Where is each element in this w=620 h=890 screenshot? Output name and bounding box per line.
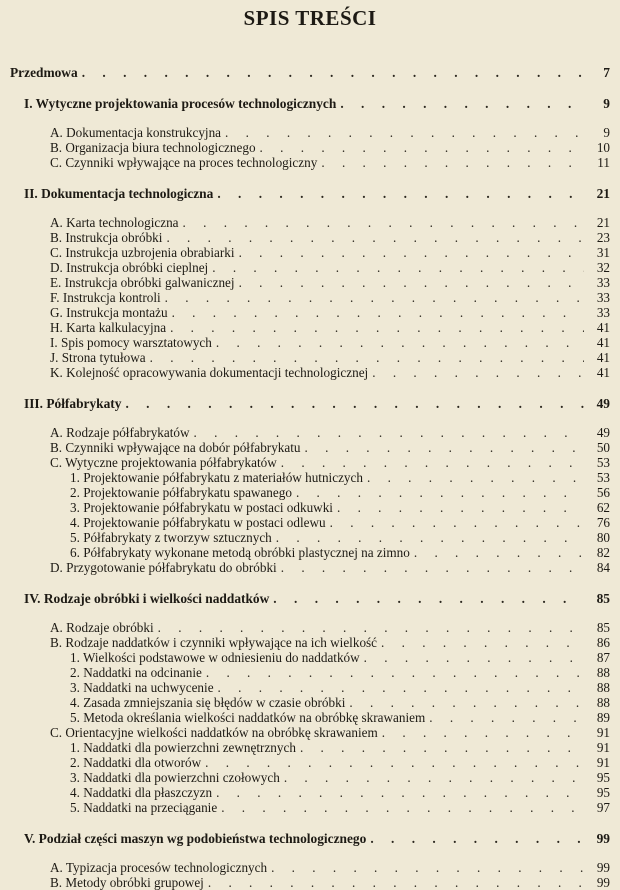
toc-entry-label: 3. Naddatki na uchwycenie bbox=[70, 680, 214, 695]
dot-leader bbox=[321, 155, 584, 170]
toc-entry-label: D. Przygotowanie półfabrykatu do obróbki bbox=[50, 560, 277, 575]
toc-entry-label: Przedmowa bbox=[10, 65, 78, 80]
toc-chapter bbox=[10, 831, 610, 846]
toc-entry bbox=[10, 740, 610, 755]
toc-entry bbox=[10, 245, 610, 260]
toc-entry bbox=[10, 710, 610, 725]
toc-entry-label: B. Rodzaje naddatków i czynniki wpływające na ich wielkość bbox=[50, 635, 378, 650]
dot-leader bbox=[330, 515, 584, 530]
dot-leader bbox=[367, 470, 584, 485]
toc-entry bbox=[10, 440, 610, 455]
toc-entry bbox=[10, 260, 610, 275]
toc-entry bbox=[10, 275, 610, 290]
toc-entry bbox=[10, 425, 610, 440]
dot-leader bbox=[125, 396, 584, 411]
toc-page-number: 99 bbox=[596, 831, 610, 846]
toc-entry-label: E. Instrukcja obróbki galwanicznej bbox=[50, 275, 235, 290]
dot-leader bbox=[300, 740, 584, 755]
toc-entry bbox=[10, 305, 610, 320]
toc-entry-label: B. Czynniki wpływające na dobór półfabrykatu bbox=[50, 440, 301, 455]
dot-leader bbox=[158, 620, 584, 635]
toc-page-number: 85 bbox=[596, 620, 610, 635]
toc-entry bbox=[10, 125, 610, 140]
dot-leader bbox=[370, 831, 584, 846]
toc-entry-label: C. Czynniki wpływające na proces technologiczny bbox=[50, 155, 318, 170]
toc-entry-label: III. Półfabrykaty bbox=[24, 396, 122, 411]
toc-entry-label: 4. Naddatki dla płaszczyzn bbox=[70, 785, 213, 800]
toc-entry bbox=[10, 530, 610, 545]
toc-entry bbox=[10, 365, 610, 380]
dot-leader bbox=[337, 500, 584, 515]
dot-leader bbox=[150, 350, 584, 365]
toc-entry bbox=[10, 635, 610, 650]
toc-page-number: 11 bbox=[597, 155, 610, 170]
toc-page-number: 91 bbox=[596, 740, 610, 755]
toc-entry bbox=[10, 800, 610, 815]
toc-entry-label: J. Strona tytułowa bbox=[50, 350, 146, 365]
toc-page-number: 62 bbox=[596, 500, 610, 515]
toc-page-number: 91 bbox=[596, 725, 610, 740]
dot-leader bbox=[429, 710, 584, 725]
toc-entry-label: G. Instrukcja montażu bbox=[50, 305, 168, 320]
toc-page-number: 88 bbox=[596, 665, 610, 680]
toc-entry-label: I. Wytyczne projektowania procesów technologicznych bbox=[24, 96, 337, 111]
toc-page-number: 50 bbox=[596, 440, 610, 455]
toc-entry-label: 1. Wielkości podstawowe w odniesieniu do naddatków bbox=[70, 650, 360, 665]
toc-page-number: 49 bbox=[596, 396, 610, 411]
toc-page-number: 88 bbox=[596, 680, 610, 695]
toc-page-number: 33 bbox=[596, 275, 610, 290]
toc-entry-label: C. Instrukcja uzbrojenia obrabiarki bbox=[50, 245, 235, 260]
toc-entry-label: A. Rodzaje obróbki bbox=[50, 620, 154, 635]
toc-page-number: 33 bbox=[596, 290, 610, 305]
toc-entry bbox=[10, 725, 610, 740]
toc-page-number: 23 bbox=[596, 230, 610, 245]
dot-leader bbox=[340, 96, 584, 111]
toc-page-number: 97 bbox=[596, 800, 610, 815]
page-title: SPIS TREŚCI bbox=[243, 6, 377, 30]
toc-entry-label: 3. Projektowanie półfabrykatu w postaci odkuwki bbox=[70, 500, 333, 515]
toc-entry-label: B. Instrukcja obróbki bbox=[50, 230, 163, 245]
toc-entry-label: C. Wytyczne projektowania półfabrykatów bbox=[50, 455, 277, 470]
toc-entry bbox=[10, 215, 610, 230]
toc-entry-label: F. Instrukcja kontroli bbox=[50, 290, 161, 305]
toc-page-number: 76 bbox=[596, 515, 610, 530]
dot-leader bbox=[381, 635, 584, 650]
toc-entry-label: 4. Zasada zmniejszania się błędów w czasie obróbki bbox=[70, 695, 346, 710]
dot-leader bbox=[305, 440, 585, 455]
toc-entry bbox=[10, 485, 610, 500]
toc-entry-label: 2. Naddatki na odcinanie bbox=[70, 665, 202, 680]
toc-entry-label: 3. Naddatki dla powierzchni czołowych bbox=[70, 770, 280, 785]
toc-entry-label: 5. Półfabrykaty z tworzyw sztucznych bbox=[70, 530, 272, 545]
dot-leader bbox=[239, 275, 584, 290]
toc-entry bbox=[10, 560, 610, 575]
toc-entry bbox=[10, 755, 610, 770]
toc-page-number: 53 bbox=[596, 455, 610, 470]
toc-page-number: 41 bbox=[596, 335, 610, 350]
toc-page-number: 91 bbox=[596, 755, 610, 770]
toc-page-number: 41 bbox=[596, 365, 610, 380]
toc-page-number: 41 bbox=[596, 350, 610, 365]
toc-entry bbox=[10, 470, 610, 485]
toc-entry-label: K. Kolejność opracowywania dokumentacji technologicznej bbox=[50, 365, 369, 380]
toc-entry-label: 6. Półfabrykaty wykonane metodą obróbki plastycznej na zimno bbox=[70, 545, 410, 560]
toc-page-number: 32 bbox=[596, 260, 610, 275]
dot-leader bbox=[372, 365, 584, 380]
dot-leader bbox=[349, 695, 584, 710]
toc-page-number: 31 bbox=[596, 245, 610, 260]
toc-entry bbox=[10, 290, 610, 305]
toc-page-number: 85 bbox=[596, 591, 610, 606]
toc-page-number: 99 bbox=[596, 875, 610, 890]
toc-entry bbox=[10, 155, 610, 170]
toc-entry-label: IV. Rodzaje obróbki i wielkości naddatków bbox=[24, 591, 270, 606]
toc-entry bbox=[10, 680, 610, 695]
toc-entry-label: 1. Projektowanie półfabrykatu z materiałów hutniczych bbox=[70, 470, 363, 485]
toc-entry bbox=[10, 545, 610, 560]
dot-leader bbox=[276, 530, 584, 545]
dot-leader bbox=[296, 485, 584, 500]
dot-leader bbox=[273, 591, 584, 606]
toc-page-number: 7 bbox=[603, 65, 610, 80]
toc-page-number: 86 bbox=[596, 635, 610, 650]
toc-page-number: 53 bbox=[596, 470, 610, 485]
toc-entry bbox=[10, 695, 610, 710]
dot-leader bbox=[364, 650, 584, 665]
dot-leader bbox=[208, 875, 584, 890]
toc-entry-label: A. Typizacja procesów technologicznych bbox=[50, 860, 268, 875]
toc-chapter bbox=[10, 65, 610, 80]
dot-leader bbox=[165, 290, 584, 305]
dot-leader bbox=[216, 785, 584, 800]
toc-entry-label: 2. Projektowanie półfabrykatu spawanego bbox=[70, 485, 292, 500]
toc-entry bbox=[10, 860, 610, 875]
dot-leader bbox=[172, 305, 584, 320]
dot-leader bbox=[205, 755, 584, 770]
dot-leader bbox=[170, 320, 584, 335]
toc-chapter bbox=[10, 591, 610, 606]
toc-entry bbox=[10, 455, 610, 470]
toc-page-number: 95 bbox=[596, 785, 610, 800]
dot-leader bbox=[281, 560, 584, 575]
toc-entry-label: 4. Projektowanie półfabrykatu w postaci odlewu bbox=[70, 515, 326, 530]
dot-leader bbox=[216, 335, 584, 350]
table-of-contents bbox=[10, 65, 610, 890]
toc-entry-label: B. Metody obróbki grupowej bbox=[50, 875, 204, 890]
toc-entry bbox=[10, 335, 610, 350]
toc-page-number: 33 bbox=[596, 305, 610, 320]
dot-leader bbox=[281, 455, 584, 470]
dot-leader bbox=[284, 770, 584, 785]
toc-page-number: 89 bbox=[596, 710, 610, 725]
dot-leader bbox=[260, 140, 584, 155]
toc-page-number: 49 bbox=[596, 425, 610, 440]
toc-page-number: 87 bbox=[596, 650, 610, 665]
dot-leader bbox=[166, 230, 584, 245]
toc-page-number: 9 bbox=[603, 96, 610, 111]
toc-entry-label: V. Podział części maszyn wg podobieństwa technologicznego bbox=[24, 831, 367, 846]
toc-entry bbox=[10, 140, 610, 155]
toc-page-number: 21 bbox=[596, 215, 610, 230]
toc-chapter bbox=[10, 186, 610, 201]
dot-leader bbox=[82, 65, 584, 80]
toc-entry bbox=[10, 515, 610, 530]
toc-page-number: 9 bbox=[603, 125, 610, 140]
dot-leader bbox=[194, 425, 584, 440]
dot-leader bbox=[218, 680, 584, 695]
dot-leader bbox=[217, 186, 584, 201]
toc-page-number: 99 bbox=[596, 860, 610, 875]
toc-page-number: 88 bbox=[596, 695, 610, 710]
toc-entry bbox=[10, 230, 610, 245]
toc-entry-label: II. Dokumentacja technologiczna bbox=[24, 186, 214, 201]
toc-entry bbox=[10, 500, 610, 515]
toc-entry bbox=[10, 320, 610, 335]
toc-entry bbox=[10, 770, 610, 785]
dot-leader bbox=[206, 665, 584, 680]
toc-entry-label: I. Spis pomocy warsztatowych bbox=[50, 335, 212, 350]
dot-leader bbox=[271, 860, 584, 875]
toc-entry bbox=[10, 620, 610, 635]
toc-entry bbox=[10, 350, 610, 365]
toc-page-number: 41 bbox=[596, 320, 610, 335]
toc-page-number: 84 bbox=[596, 560, 610, 575]
toc-entry-label: A. Dokumentacja konstrukcyjna bbox=[50, 125, 222, 140]
toc-entry bbox=[10, 875, 610, 890]
toc-entry-label: A. Karta technologiczna bbox=[50, 215, 179, 230]
toc-page-number: 10 bbox=[596, 140, 610, 155]
toc-entry-label: C. Orientacyjne wielkości naddatków na obróbkę skrawaniem bbox=[50, 725, 378, 740]
toc-entry-label: 5. Naddatki na przeciąganie bbox=[70, 800, 218, 815]
toc-entry-label: 1. Naddatki dla powierzchni zewnętrznych bbox=[70, 740, 296, 755]
toc-entry-label: 2. Naddatki dla otworów bbox=[70, 755, 202, 770]
dot-leader bbox=[414, 545, 584, 560]
toc-chapter bbox=[10, 96, 610, 111]
toc-entry bbox=[10, 650, 610, 665]
toc-page-number: 56 bbox=[596, 485, 610, 500]
toc-chapter bbox=[10, 396, 610, 411]
toc-page-number: 80 bbox=[596, 530, 610, 545]
dot-leader bbox=[382, 725, 584, 740]
toc-page-number: 21 bbox=[596, 186, 610, 201]
toc-page-number: 95 bbox=[596, 770, 610, 785]
toc-entry-label: B. Organizacja biura technologicznego bbox=[50, 140, 256, 155]
dot-leader bbox=[239, 245, 584, 260]
dot-leader bbox=[225, 125, 584, 140]
toc-entry-label: A. Rodzaje półfabrykatów bbox=[50, 425, 190, 440]
toc-page-number: 82 bbox=[596, 545, 610, 560]
toc-entry bbox=[10, 785, 610, 800]
toc-entry-label: 5. Metoda określania wielkości naddatków na obróbkę skrawaniem bbox=[70, 710, 426, 725]
toc-entry-label: D. Instrukcja obróbki cieplnej bbox=[50, 260, 209, 275]
dot-leader bbox=[221, 800, 584, 815]
toc-entry bbox=[10, 665, 610, 680]
dot-leader bbox=[183, 215, 584, 230]
toc-entry-label: H. Karta kalkulacyjna bbox=[50, 320, 167, 335]
dot-leader bbox=[212, 260, 584, 275]
